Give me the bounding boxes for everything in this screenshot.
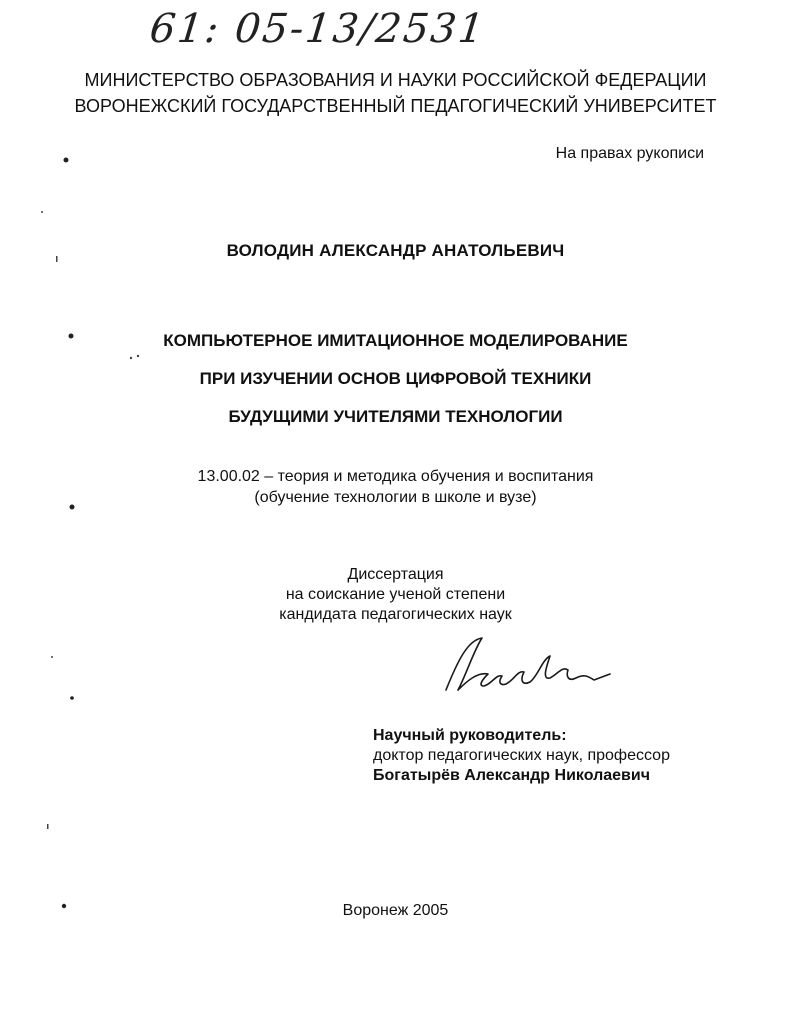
manuscript-note: На правах рукописи (555, 145, 704, 162)
advisor-degree: доктор педагогических наук, профессор (373, 747, 670, 764)
advisor-name: Богатырёв Александр Николаевич (373, 767, 651, 784)
advisor-block (373, 726, 670, 786)
author-signature (438, 630, 618, 700)
degree-line: на соискание ученой степени (285, 586, 506, 603)
university-line: ВОРОНЕЖСКИЙ ГОСУДАРСТВЕННЫЙ ПЕДАГОГИЧЕСКИЙ УНИВЕРСИТЕТ (74, 96, 717, 116)
title-line: БУДУЩИМИ УЧИТЕЛЯМИ ТЕХНОЛОГИИ (228, 407, 563, 426)
ministry-line: МИНИСТЕРСТВО ОБРАЗОВАНИЯ И НАУКИ РОССИЙСКОЙ ФЕДЕРАЦИИ (84, 70, 707, 90)
title-line: КОМПЬЮТЕРНОЕ ИМИТАЦИОННОЕ МОДЕЛИРОВАНИЕ (163, 331, 628, 350)
scan-noise-marks (0, 0, 140, 1023)
city-year: Воронеж 2005 (342, 902, 449, 919)
ministry-block (0, 67, 791, 119)
advisor-heading: Научный руководитель: (373, 727, 567, 744)
handwritten-shelfmark: 61: 05-13/2531 (147, 6, 489, 52)
specialty-code: 13.00.02 – теория и методика обучения и воспитания (197, 468, 594, 485)
degree-block (0, 565, 791, 625)
specialty-detail: (обучение технологии в школе и вузе) (254, 489, 537, 506)
dissertation-title (0, 322, 791, 436)
title-line: ПРИ ИЗУЧЕНИИ ОСНОВ ЦИФРОВОЙ ТЕХНИКИ (199, 369, 592, 388)
author-name: ВОЛОДИН АЛЕКСАНДР АНАТОЛЬЕВИЧ (226, 241, 565, 260)
specialty-block (0, 466, 791, 508)
degree-line: кандидата педагогических наук (279, 606, 512, 623)
degree-line: Диссертация (347, 566, 444, 583)
